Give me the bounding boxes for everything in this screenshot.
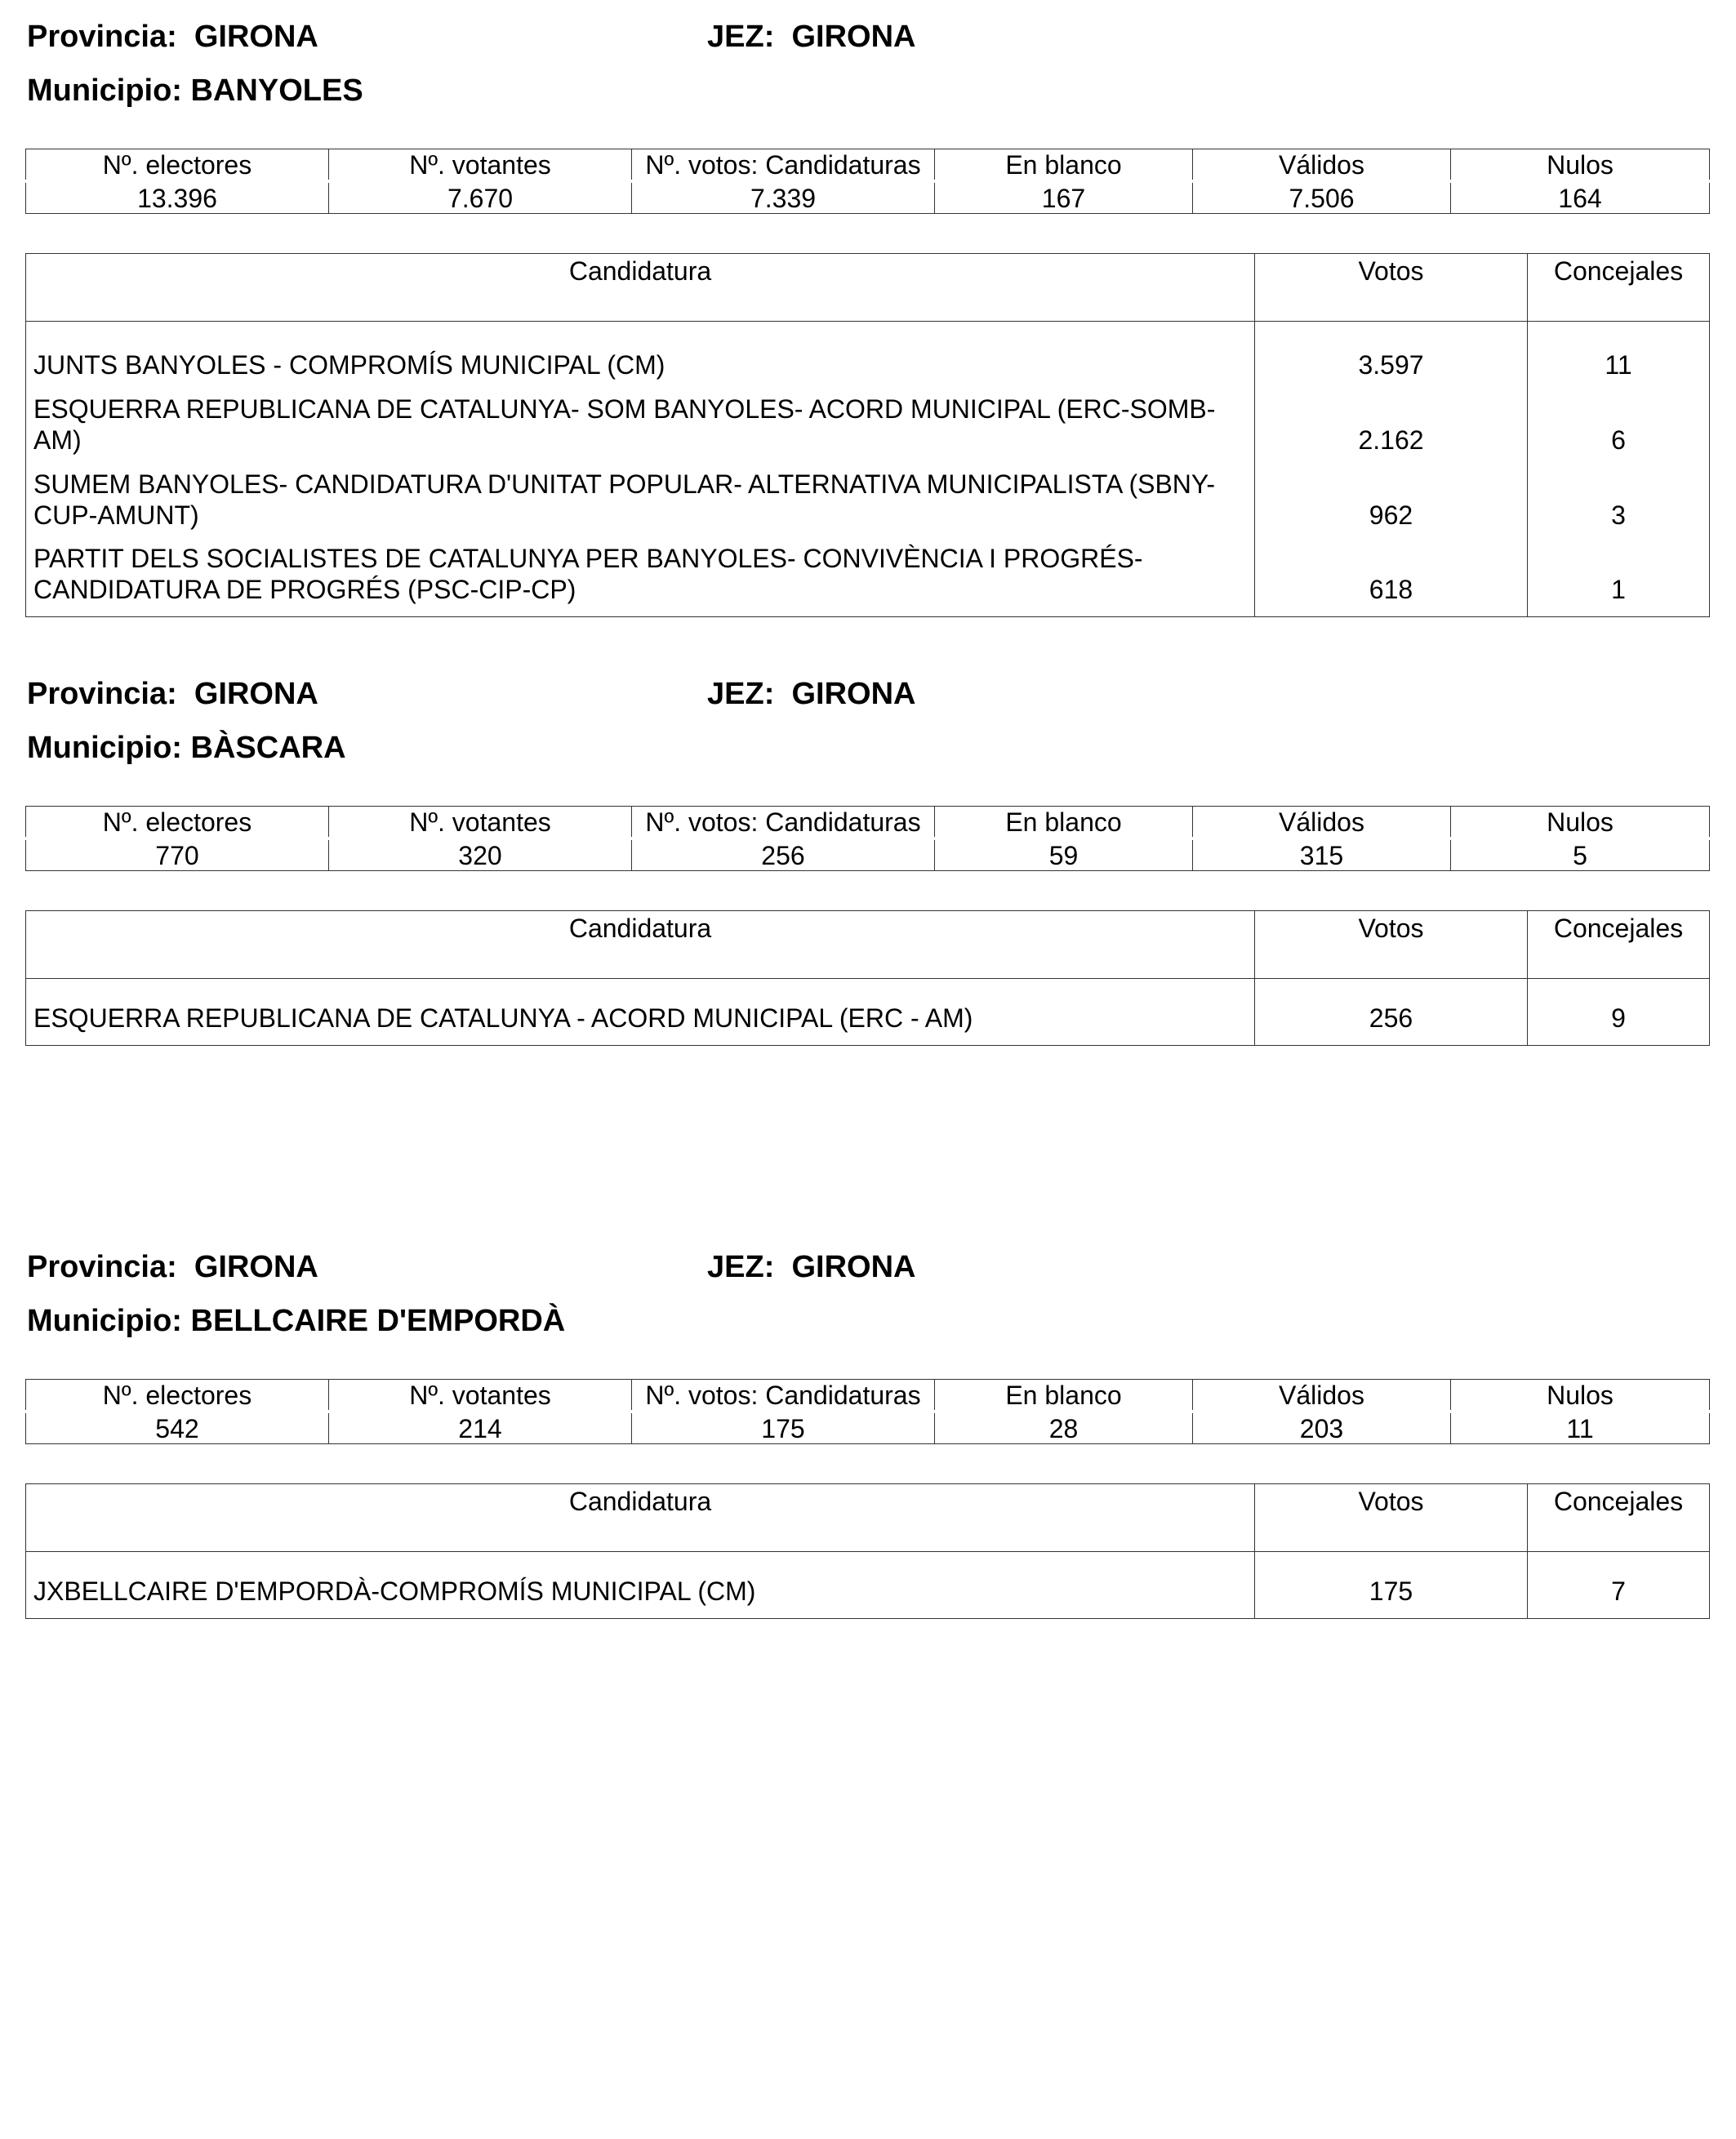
cand-header-cell: Concejales [1528, 911, 1710, 979]
stats-value-row [26, 181, 1710, 214]
stats-value-row [26, 838, 1710, 871]
stats-value-cell: 770 [26, 838, 329, 871]
jez-value: GIRONA [791, 677, 916, 711]
cand-header-cell: Candidatura [26, 911, 1255, 979]
cand-name: ESQUERRA REPUBLICANA DE CATALUNYA- SOM BANYOLES- ACORD MUNICIPAL (ERC-SOMB-AM) [26, 392, 1255, 467]
stats-value-cell: 5 [1451, 838, 1710, 871]
stats-header-cell: Nº. votos: Candidaturas [632, 1380, 935, 1412]
jez-line: JEZ: GIRONA [707, 677, 916, 711]
stats-header-row [26, 1380, 1710, 1412]
stats-table [25, 806, 1710, 871]
stats-header-cell: Nº. votantes [329, 149, 632, 182]
cand-header-cell: Candidatura [26, 1484, 1255, 1552]
candidaturas-table [25, 1483, 1710, 1619]
cand-votos: 962 [1255, 467, 1528, 542]
provincia-value: GIRONA [194, 20, 318, 54]
stats-value-cell: 542 [26, 1412, 329, 1444]
stats-header-cell: Nº. electores [26, 149, 329, 182]
cand-row [26, 322, 1710, 392]
cand-row [26, 1552, 1710, 1619]
cand-name: PARTIT DELS SOCIALISTES DE CATALUNYA PER BANYOLES- CONVIVÈNCIA I PROGRÉS-CANDIDATURA DE PROGRÉS (PSC-CIP-CP) [26, 542, 1255, 617]
provincia-value: GIRONA [194, 677, 318, 711]
cand-row [26, 979, 1710, 1046]
jez-value: GIRONA [791, 1250, 916, 1284]
jez-line: JEZ: GIRONA [707, 1250, 916, 1284]
cand-header-cell: Votos [1255, 911, 1528, 979]
stats-header-cell: Nº. votantes [329, 807, 632, 839]
cand-row [26, 392, 1710, 467]
cand-concejales: 6 [1528, 392, 1710, 467]
stats-value-cell: 7.339 [632, 181, 935, 214]
municipio-section-banyoles [25, 0, 1709, 617]
jez-value: GIRONA [791, 20, 916, 54]
provincia-line: Provincia: GIRONA [27, 20, 318, 54]
municipio-section-bascara [25, 657, 1709, 1046]
stats-header-cell: En blanco [935, 1380, 1193, 1412]
section-header [25, 0, 1709, 73]
cand-row [26, 467, 1710, 542]
cand-header-cell: Concejales [1528, 1484, 1710, 1552]
cand-name: SUMEM BANYOLES- CANDIDATURA D'UNITAT POPULAR- ALTERNATIVA MUNICIPALISTA (SBNY-CUP-AMUNT) [26, 467, 1255, 542]
cand-concejales: 1 [1528, 542, 1710, 617]
cand-row [26, 542, 1710, 617]
cand-header-row [26, 911, 1710, 979]
provincia-value: GIRONA [194, 1250, 318, 1284]
stats-value-row [26, 1412, 1710, 1444]
stats-header-cell: Nº. electores [26, 1380, 329, 1412]
cand-header-cell: Votos [1255, 254, 1528, 322]
cand-votos: 256 [1255, 979, 1528, 1046]
stats-header-cell: Válidos [1193, 807, 1451, 839]
stats-value-cell: 175 [632, 1412, 935, 1444]
cand-concejales: 7 [1528, 1552, 1710, 1619]
stats-value-cell: 164 [1451, 181, 1710, 214]
stats-header-cell: Nº. votos: Candidaturas [632, 807, 935, 839]
municipio-title: Municipio: BANYOLES [27, 73, 363, 108]
section-header [25, 1230, 1709, 1304]
municipio-value: BANYOLES [190, 73, 363, 108]
stats-header-cell: Nº. votos: Candidaturas [632, 149, 935, 182]
stats-value-cell: 59 [935, 838, 1193, 871]
stats-header-cell: Nulos [1451, 807, 1710, 839]
cand-header-row [26, 1484, 1710, 1552]
stats-header-cell: Válidos [1193, 149, 1451, 182]
section-header [25, 657, 1709, 731]
stats-header-cell: Nulos [1451, 1380, 1710, 1412]
stats-value-cell: 13.396 [26, 181, 329, 214]
cand-votos: 2.162 [1255, 392, 1528, 467]
stats-table [25, 1379, 1710, 1444]
stats-header-cell: En blanco [935, 149, 1193, 182]
stats-table [25, 149, 1710, 214]
stats-value-cell: 28 [935, 1412, 1193, 1444]
stats-value-cell: 320 [329, 838, 632, 871]
stats-value-cell: 7.670 [329, 181, 632, 214]
stats-value-cell: 7.506 [1193, 181, 1451, 214]
municipio-value: BÀSCARA [190, 731, 346, 765]
cand-votos: 3.597 [1255, 322, 1528, 392]
municipio-section-bellcaire [25, 1230, 1709, 1619]
stats-value-cell: 11 [1451, 1412, 1710, 1444]
cand-name: JXBELLCAIRE D'EMPORDÀ-COMPROMÍS MUNICIPAL (CM) [26, 1552, 1255, 1619]
cand-header-cell: Concejales [1528, 254, 1710, 322]
cand-name: JUNTS BANYOLES - COMPROMÍS MUNICIPAL (CM) [26, 322, 1255, 392]
stats-value-cell: 167 [935, 181, 1193, 214]
cand-name: ESQUERRA REPUBLICANA DE CATALUNYA - ACORD MUNICIPAL (ERC - AM) [26, 979, 1255, 1046]
cand-votos: 618 [1255, 542, 1528, 617]
cand-concejales: 9 [1528, 979, 1710, 1046]
jez-line: JEZ: GIRONA [707, 20, 916, 54]
candidaturas-table [25, 910, 1710, 1046]
stats-header-row [26, 149, 1710, 182]
cand-header-cell: Candidatura [26, 254, 1255, 322]
stats-header-cell: Nº. electores [26, 807, 329, 839]
cand-header-cell: Votos [1255, 1484, 1528, 1552]
cand-header-row [26, 254, 1710, 322]
cand-concejales: 3 [1528, 467, 1710, 542]
stats-value-cell: 203 [1193, 1412, 1451, 1444]
stats-value-cell: 315 [1193, 838, 1451, 871]
stats-header-cell: Válidos [1193, 1380, 1451, 1412]
stats-value-cell: 256 [632, 838, 935, 871]
provincia-line: Provincia: GIRONA [27, 1250, 318, 1284]
cand-votos: 175 [1255, 1552, 1528, 1619]
stats-header-row [26, 807, 1710, 839]
provincia-line: Provincia: GIRONA [27, 677, 318, 711]
stats-value-cell: 214 [329, 1412, 632, 1444]
stats-header-cell: En blanco [935, 807, 1193, 839]
candidaturas-table [25, 253, 1710, 617]
stats-header-cell: Nulos [1451, 149, 1710, 182]
municipio-title: Municipio: BELLCAIRE D'EMPORDÀ [27, 1304, 566, 1338]
stats-header-cell: Nº. votantes [329, 1380, 632, 1412]
municipio-value: BELLCAIRE D'EMPORDÀ [190, 1304, 566, 1338]
cand-concejales: 11 [1528, 322, 1710, 392]
municipio-title: Municipio: BÀSCARA [27, 731, 346, 765]
